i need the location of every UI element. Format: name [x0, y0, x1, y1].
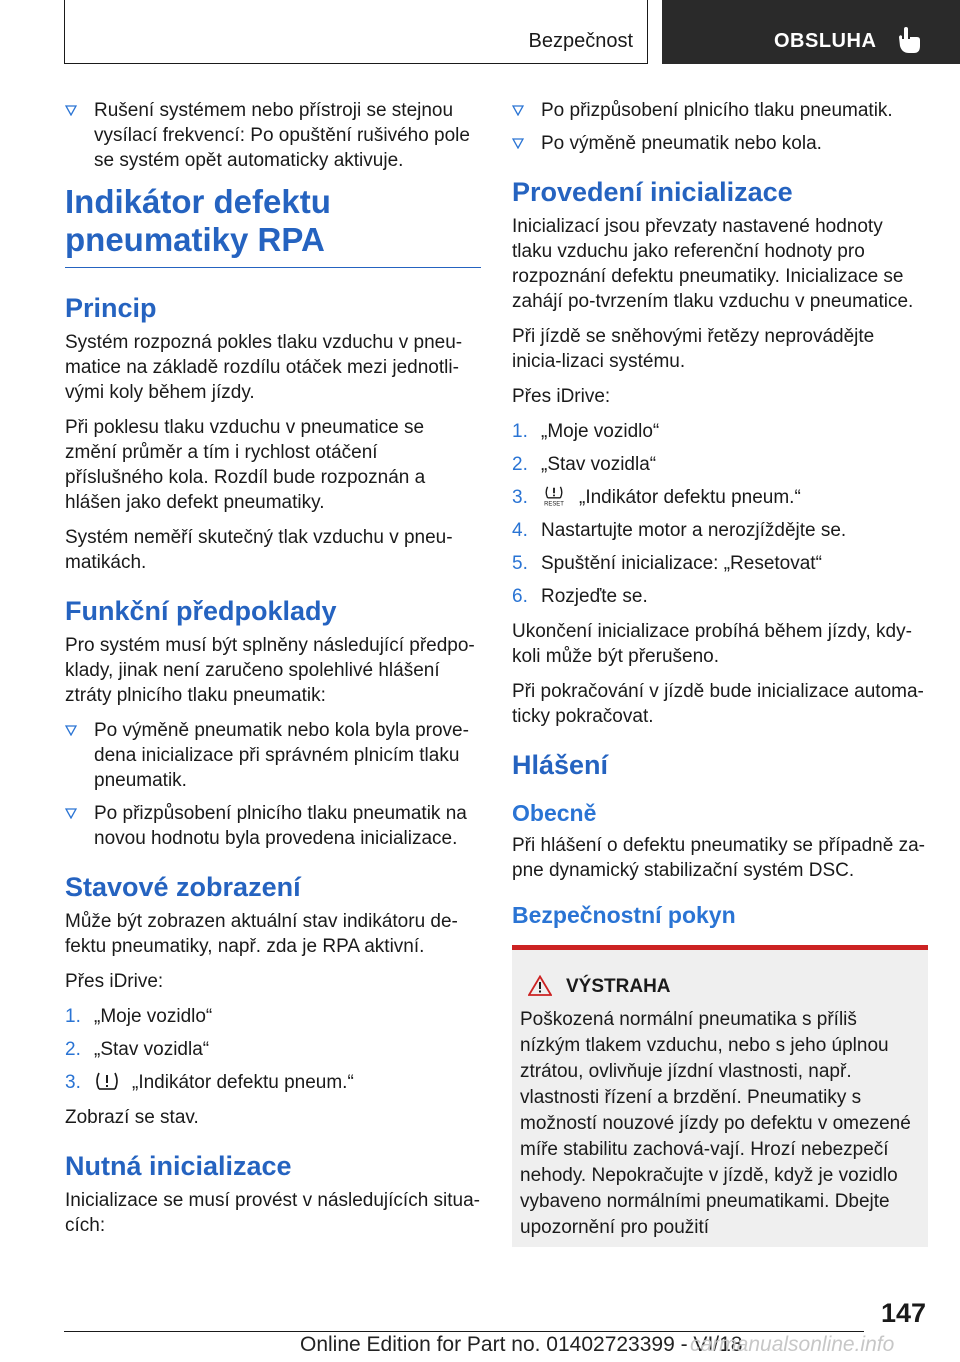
paragraph: Při hlášení o defektu pneumatiky se případně za‐pne dynamický stabilizační systém DSC. — [512, 835, 925, 881]
svg-text:RESET: RESET — [544, 501, 564, 507]
list-item: Po výměně pneumatik nebo kola. — [512, 131, 928, 156]
heading-stav: Stavové zobrazení — [65, 872, 301, 902]
provedeni-steps — [512, 419, 928, 609]
heading-pokyn: Bezpečnostní pokyn — [512, 902, 736, 928]
heading-hlaseni: Hlášení — [512, 750, 609, 780]
warning-title: VÝSTRAHA — [520, 974, 918, 999]
heading-provedeni: Provedení inicializace — [512, 177, 793, 207]
list-item: Po přizpůsobení plnicího tlaku pneumatik. — [512, 98, 928, 123]
paragraph: Při jízdě se sněhovými řetězy neprovádějte inicia‐lizaci systému. — [512, 326, 875, 372]
warning-box — [512, 945, 928, 1247]
warning-triangle-icon — [528, 975, 552, 996]
tire-reset-icon — [541, 485, 567, 507]
paragraph: Pro systém musí být splněny následující předpo‐klady, jinak není zaručeno spolehlivé hlášení ztráty plnicího tlaku pneumatik: — [65, 635, 475, 706]
header-section-title: Bezpečnost — [528, 30, 633, 52]
footer-divider — [64, 1331, 864, 1332]
right-top-bullets — [512, 98, 928, 156]
paragraph: Při pokračování v jízdě bude inicializace automa‐ticky pokračovat. — [512, 681, 924, 727]
triangle-bullet-icon — [65, 807, 77, 819]
right-column — [512, 98, 928, 1247]
heading-princip: Princip — [65, 293, 157, 323]
list-item: 1. „Moje vozidlo“ — [65, 1006, 213, 1027]
triangle-bullet-icon — [65, 724, 77, 736]
heading-obecne: Obecně — [512, 800, 597, 826]
paragraph: Inicializace se musí provést v následujících situa‐cích: — [65, 1190, 481, 1236]
left-top-bullets — [65, 98, 481, 173]
paragraph: Přes iDrive: — [65, 971, 164, 992]
list-item: 1. „Moje vozidlo“ — [512, 421, 660, 442]
warning-text: Poškozená normální pneumatika s příliš nízkým tlakem vzduchu, nebo s jeho úplnou ztrátou, ovlivňuje jízdní vlastnosti, např. vlastnosti řízení a brzdění. Pneumatiky s možností nouzové jízdy po defektu v omezené míře stabilitu zachová‐vají. Hrozí nebezpečí nehody. Nepokračujte v jízdě, když je vozidlo vybaveno normálními pneumatikami. Dbejte upozornění pro použití — [520, 1009, 911, 1238]
list-item: 3. „Indikátor defektu pneum.“ — [65, 1072, 354, 1093]
list-item: Po výměně pneumatik nebo kola byla prove‐dena inicializace při správném plnicím tlaku pneumatik. — [65, 718, 481, 793]
list-item: 3. RESET „Indikátor defektu pneum.“ — [512, 487, 801, 508]
list-item: 5. Spuštění inicializace: „Resetovat“ — [512, 553, 822, 574]
list-item: 2. „Stav vozidla“ — [65, 1039, 210, 1060]
left-column — [65, 98, 481, 1248]
predpoklady-bullets — [65, 718, 481, 851]
hand-pointer-icon — [896, 26, 922, 54]
header-chapter-tab — [662, 0, 960, 64]
list-item: 6. Rozjeďte se. — [512, 586, 648, 607]
paragraph: Systém neměří skutečný tlak vzduchu v pneu‐matikách. — [65, 527, 453, 573]
triangle-bullet-icon — [512, 104, 524, 116]
heading-predpoklady: Funkční předpoklady — [65, 596, 337, 626]
paragraph: Může být zobrazen aktuální stav indikátoru de‐fektu pneumatiky, např. zda je RPA aktivní. — [65, 911, 458, 957]
triangle-bullet-icon — [65, 104, 77, 116]
list-item: Po přizpůsobení plnicího tlaku pneumatik na novou hodnotu byla provedena inicializace. — [65, 801, 481, 851]
triangle-bullet-icon — [512, 137, 524, 149]
page-number: 147 — [880, 1298, 926, 1328]
list-item: 4. Nastartujte motor a nerozjíždějte se. — [512, 520, 847, 541]
footer-edition: Online Edition for Part no. 01402723399 - VI/18 — [300, 1333, 743, 1356]
paragraph: Při poklesu tlaku vzduchu v pneumatice se změní průměr a tím i rychlost otáčení příslušného kola. Rozdíl bude rozpoznán a hlášen jako defekt pneumatiky. — [65, 417, 426, 513]
footer-watermark: carmanualsonline.info — [690, 1333, 895, 1356]
list-item: 2. „Stav vozidla“ — [512, 454, 657, 475]
stav-steps — [65, 1004, 481, 1095]
paragraph: Zobrazí se stav. — [65, 1107, 199, 1128]
paragraph: Ukončení inicializace probíhá během jízdy, kdy‐koli může být přerušeno. — [512, 621, 912, 667]
tire-warning-icon — [94, 1070, 120, 1092]
paragraph: Systém rozpozná pokles tlaku vzduchu v pneu‐matice na základě rozdílu otáček mezi jednotli‐vými koly během jízdy. — [65, 332, 463, 403]
paragraph: Přes iDrive: — [512, 386, 611, 407]
heading-nutna: Nutná inicializace — [65, 1151, 292, 1181]
header-chapter-title: OBSLUHA — [774, 30, 877, 52]
paragraph: Inicializací jsou převzaty nastavené hodnoty tlaku vzduchu jako referenční hodnoty pro rozpoznání defektu pneumatiky. Inicializace se zahájí po‐tvrzením tlaku vzduchu v pneumatice. — [512, 216, 914, 312]
page-title: Indikátor defektu pneumatiky RPA — [65, 183, 481, 268]
header-section-box — [64, 0, 648, 64]
list-item: Rušení systémem nebo přístroji se stejnou vysílací frekvencí: Po opuštění rušivého pole se systém opět automaticky aktivuje. — [65, 98, 481, 173]
